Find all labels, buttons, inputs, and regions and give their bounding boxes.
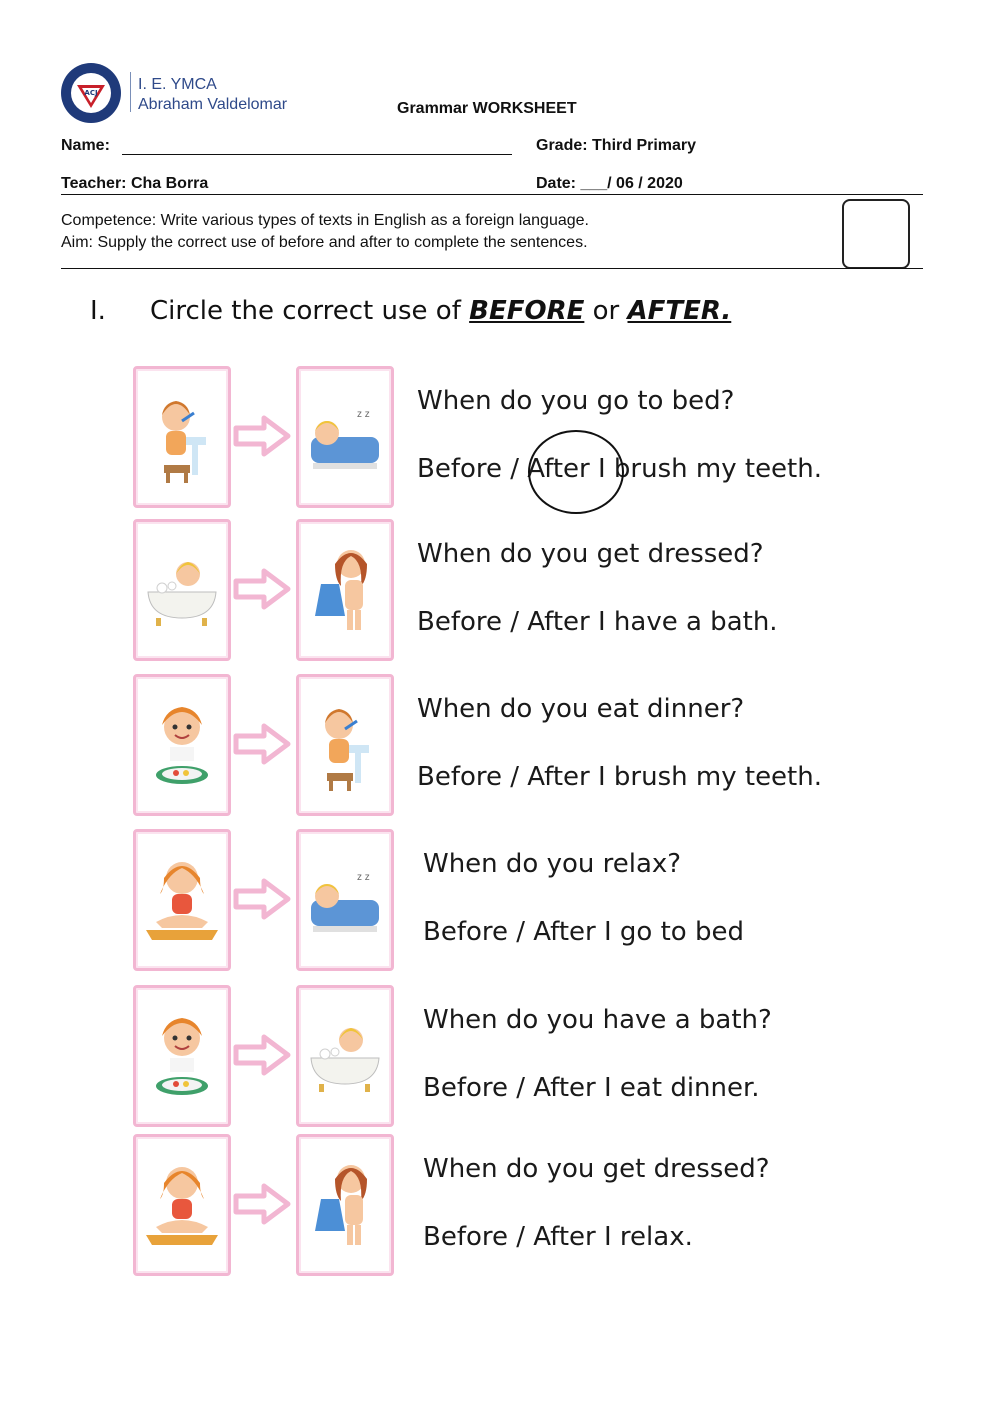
picture-card-left bbox=[133, 1134, 231, 1276]
arrow-right-icon bbox=[232, 567, 292, 611]
sleeping-icon bbox=[305, 387, 385, 487]
school-subname: Abraham Valdelomar bbox=[138, 96, 288, 113]
picture-card-right bbox=[296, 519, 394, 661]
instruction-text: Circle the correct use of bbox=[150, 296, 461, 326]
header-rule-bottom bbox=[61, 268, 923, 269]
bathing-icon bbox=[142, 540, 222, 640]
instruction bbox=[90, 296, 731, 326]
answer-circle-mark bbox=[528, 430, 624, 514]
svg-text:z z: z z bbox=[357, 872, 370, 883]
arrow-right-icon bbox=[232, 1182, 292, 1226]
sleeping-icon bbox=[305, 850, 385, 950]
picture-card-left bbox=[133, 829, 231, 971]
eating-icon bbox=[142, 695, 222, 795]
picture-card-left bbox=[133, 674, 231, 816]
brushing-teeth-icon bbox=[305, 695, 385, 795]
logo-divider bbox=[130, 72, 131, 112]
eating-icon bbox=[142, 1006, 222, 1106]
meditating-icon bbox=[142, 1155, 222, 1255]
exercise-answer-choice[interactable]: Before / After I brush my teeth. bbox=[417, 762, 822, 792]
exercise-question: When do you eat dinner? bbox=[417, 694, 745, 724]
grade-label: Grade: Third Primary bbox=[536, 137, 697, 154]
school-name: I. E. YMCA bbox=[138, 76, 217, 93]
svg-text:z z: z z bbox=[357, 409, 370, 420]
exercise-answer-choice[interactable]: Before / After I go to bed bbox=[423, 917, 744, 947]
arrow-right-icon bbox=[232, 722, 292, 766]
bathing-icon bbox=[305, 1006, 385, 1106]
date-label: Date: ___/ 06 / 2020 bbox=[536, 175, 683, 192]
arrow-right-icon bbox=[232, 877, 292, 921]
arrow-right-icon bbox=[232, 1033, 292, 1077]
svg-text:ACJ: ACJ bbox=[84, 89, 98, 97]
picture-card-right bbox=[296, 1134, 394, 1276]
exercise-question: When do you go to bed? bbox=[417, 386, 735, 416]
exercise-question: When do you relax? bbox=[423, 849, 682, 879]
instruction-number: I. bbox=[90, 296, 106, 326]
teacher-label: Teacher: Cha Borra bbox=[61, 175, 209, 192]
worksheet-title: Grammar WORKSHEET bbox=[397, 100, 577, 117]
aim-text: Aim: Supply the correct use of before and after to complete the sentences. bbox=[61, 234, 588, 251]
exercise-answer-choice[interactable]: Before / After I eat dinner. bbox=[423, 1073, 760, 1103]
picture-card-right bbox=[296, 985, 394, 1127]
exercise-question: When do you get dressed? bbox=[417, 539, 764, 569]
header-rule-top bbox=[61, 194, 923, 195]
picture-card-left bbox=[133, 519, 231, 661]
exercise-answer-choice[interactable]: Before / After I brush my teeth. bbox=[417, 454, 822, 484]
instruction-word-before: BEFORE bbox=[469, 296, 585, 326]
score-box[interactable] bbox=[842, 199, 910, 269]
name-label: Name: bbox=[61, 137, 110, 154]
picture-card-left bbox=[133, 985, 231, 1127]
getting-dressed-icon bbox=[305, 1155, 385, 1255]
instruction-word-after: AFTER. bbox=[627, 296, 732, 326]
meditating-icon bbox=[142, 850, 222, 950]
school-logo-icon bbox=[60, 62, 122, 124]
exercise-question: When do you get dressed? bbox=[423, 1154, 770, 1184]
picture-card-right bbox=[296, 674, 394, 816]
exercise-answer-choice[interactable]: Before / After I relax. bbox=[423, 1222, 693, 1252]
exercise-question: When do you have a bath? bbox=[423, 1005, 772, 1035]
name-field-line[interactable] bbox=[122, 154, 512, 155]
getting-dressed-icon bbox=[305, 540, 385, 640]
picture-card-right bbox=[296, 366, 394, 508]
arrow-right-icon bbox=[232, 414, 292, 458]
competence-text: Competence: Write various types of texts in English as a foreign language. bbox=[61, 212, 589, 229]
brushing-teeth-icon bbox=[142, 387, 222, 487]
picture-card-left bbox=[133, 366, 231, 508]
exercise-answer-choice[interactable]: Before / After I have a bath. bbox=[417, 607, 778, 637]
picture-card-right bbox=[296, 829, 394, 971]
instruction-connector: or bbox=[592, 296, 620, 326]
